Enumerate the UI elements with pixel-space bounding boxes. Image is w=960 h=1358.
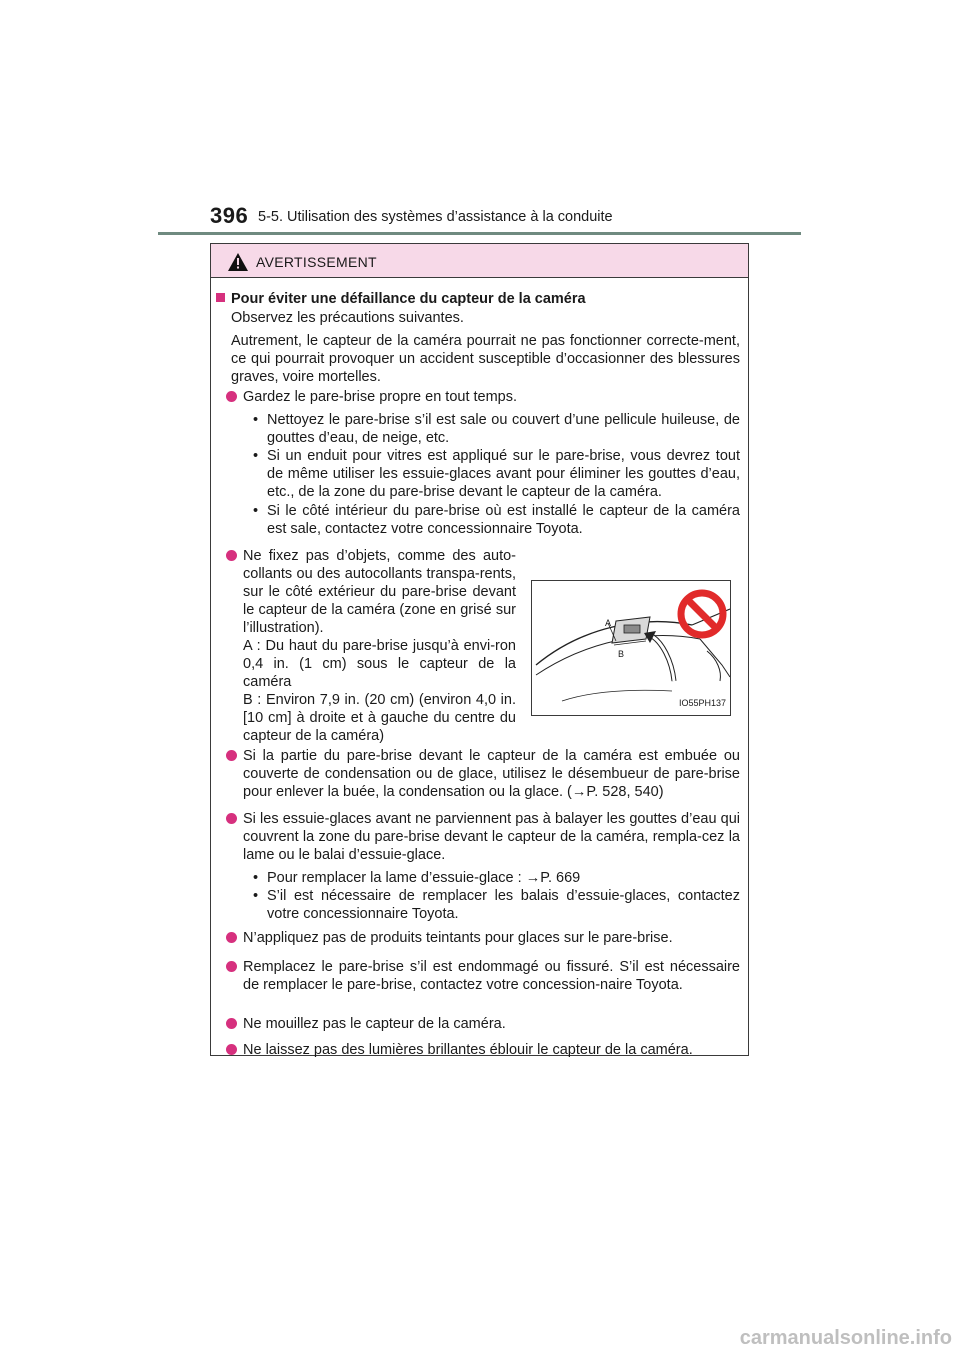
- sub-list-item: • S’il est nécessaire de remplacer les balais d’essuie-glaces, contactez votre concessionnaire Toyota.: [253, 888, 740, 922]
- list-item: Ne fixez pas d’objets, comme des auto-collants ou des autocollants transpa-rents, sur le côté extérieur du pare-brise devant le capteur de la caméra (zone en grisé sur l’illustration).: [226, 547, 516, 637]
- warning-box: [210, 243, 749, 1056]
- list-item: Si les essuie-glaces avant ne parviennent pas à balayer les gouttes d’eau qui couvrent la zone du pare-brise devant le capteur de la caméra, rempla-cez la lame ou le balai d’essuie-glace.: [226, 810, 740, 864]
- bullet-dot-icon: [226, 550, 237, 561]
- list-item: N’appliquez pas de produits teintants pour glaces sur le pare-brise.: [226, 929, 740, 947]
- list-item: Ne laissez pas des lumières brillantes éblouir le capteur de la caméra.: [226, 1041, 740, 1059]
- sub-list-item: • Nettoyez le pare-brise s’il est sale ou couvert d’une pellicule huileuse, de gouttes d’eau, de neige, etc.: [253, 412, 740, 446]
- warning-triangle-icon: [228, 253, 248, 271]
- consequence-text: Autrement, le capteur de la caméra pourrait ne pas fonctionner correcte-ment, ce qui pourrait provoquer un accident susceptible d’occasionner des blessures graves, voire mortelles.: [231, 333, 740, 385]
- warning-header: [211, 244, 748, 278]
- warning-heading: Pour éviter une défaillance du capteur de la caméra: [216, 290, 586, 308]
- label-a: A: [605, 618, 612, 628]
- page-header: [210, 203, 800, 231]
- watermark: carmanualsonline.info: [739, 1327, 952, 1349]
- bullet-dot-icon: [226, 813, 237, 824]
- bullet-dot-icon: [226, 1044, 237, 1055]
- windshield-illustration: [531, 580, 731, 716]
- sub-list-item: • Si un enduit pour vitres est appliqué sur le pare-brise, vous devrez tout de même utiliser les essuie-glaces avant pour éliminer les gouttes d’eau, etc., de la zone du pare-brise devant le capteur de la caméra.: [253, 448, 740, 500]
- label-b: B: [618, 649, 625, 659]
- illustration-code: IO55PH137: [678, 698, 726, 708]
- page-number: 396: [210, 203, 249, 228]
- bullet-dot-icon: [226, 1018, 237, 1029]
- list-item: Remplacez le pare-brise s’il est endommagé ou fissuré. S’il est nécessaire de remplacer le pare-brise, contactez votre concession-naire Toyota.: [226, 958, 740, 994]
- square-bullet-icon: [216, 293, 225, 302]
- list-item: Ne mouillez pas le capteur de la caméra.: [226, 1015, 740, 1033]
- sub-list-item: • Si le côté intérieur du pare-brise où est installé le capteur de la caméra est sale, contactez votre concessionnaire Toyota.: [253, 503, 740, 537]
- list-item: Gardez le pare-brise propre en tout temps.: [226, 388, 740, 406]
- definition-b: B : Environ 7,9 in. (20 cm) (environ 4,0 in. [10 cm] à droite et à gauche du centre du capteur de la caméra): [243, 692, 516, 744]
- sub-list-item: • Pour remplacer la lame d’essuie-glace : →P. 669: [253, 870, 581, 886]
- section-title: 5-5. Utilisation des systèmes d’assistance à la conduite: [258, 209, 613, 225]
- warning-label: AVERTISSEMENT: [256, 254, 377, 270]
- intro-text: Observez les précautions suivantes.: [231, 310, 464, 326]
- header-divider: [158, 232, 801, 235]
- bullet-dot-icon: [226, 750, 237, 761]
- bullet-dot-icon: [226, 391, 237, 402]
- bullet-dot-icon: [226, 932, 237, 943]
- list-item: Si la partie du pare-brise devant le capteur de la caméra est embuée ou couverte de condensation ou de glace, utilisez le désembueur de pare-brise pour enlever la buée, la condensation ou la glace. (→P. 528, 540): [226, 747, 740, 801]
- bullet-dot-icon: [226, 961, 237, 972]
- definition-a: A : Du haut du pare-brise jusqu’à envi-ron 0,4 in. (1 cm) sous le capteur de la caméra: [243, 638, 516, 690]
